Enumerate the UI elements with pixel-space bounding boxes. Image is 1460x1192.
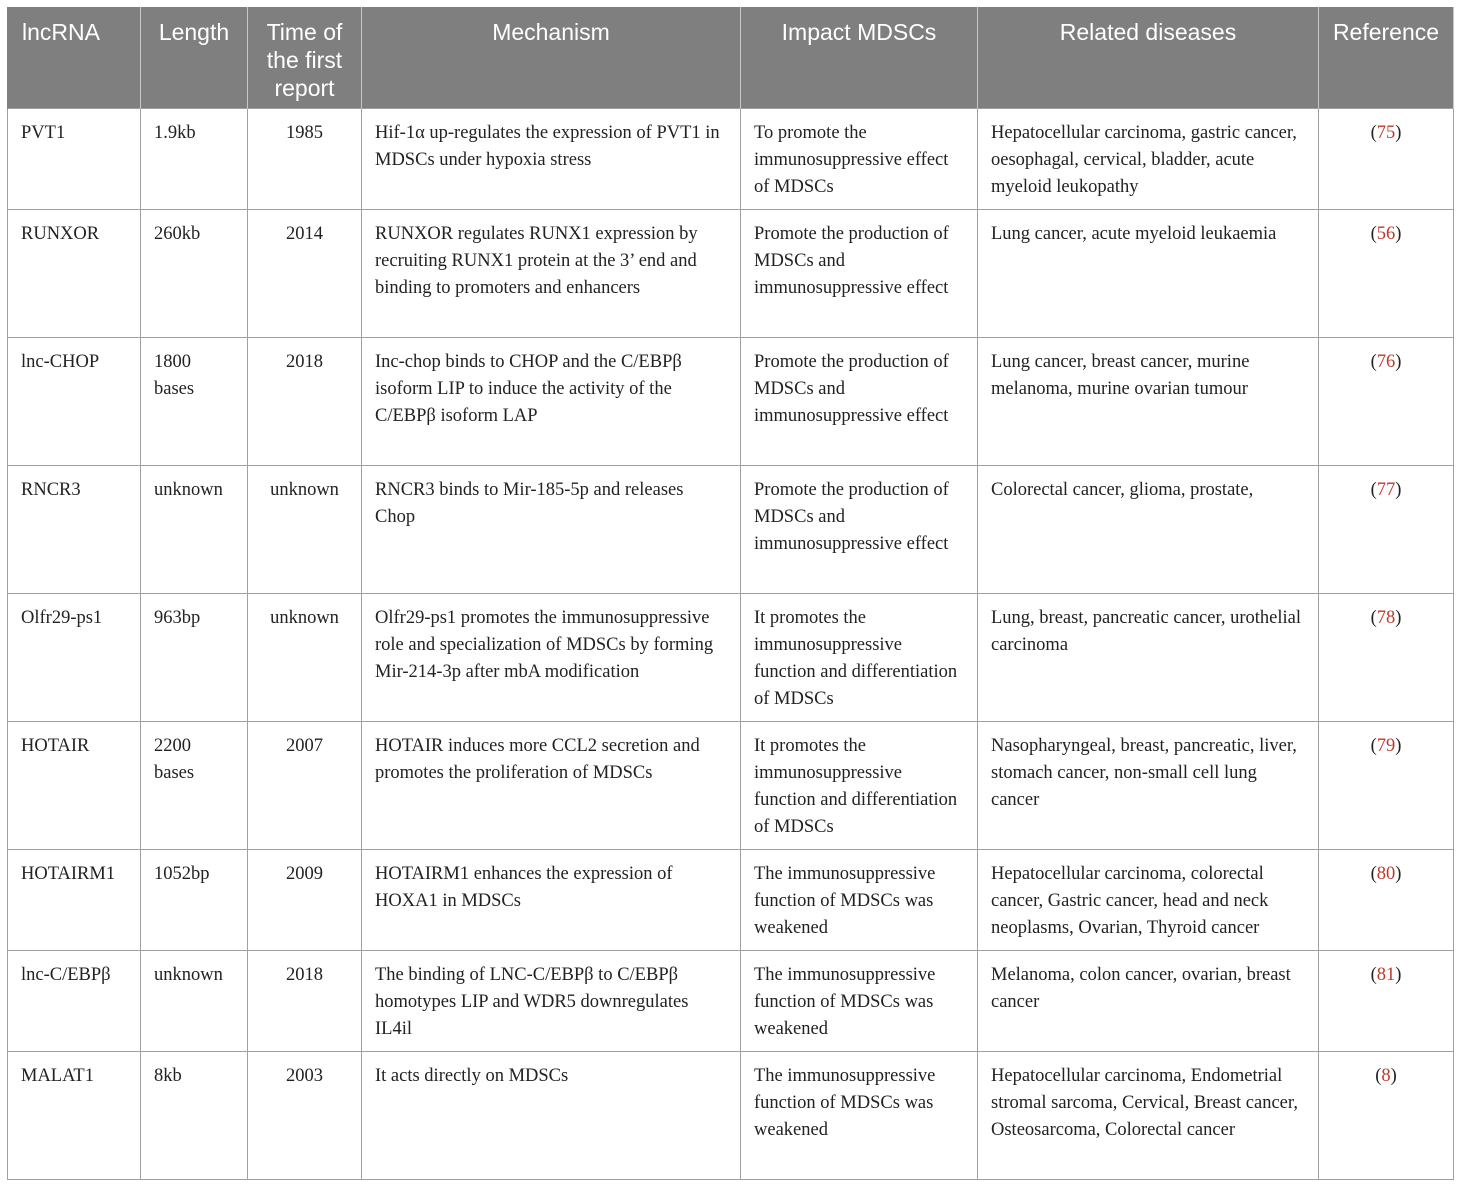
- cell-diseases: Colorectal cancer, glioma, prostate,: [978, 466, 1319, 594]
- cell-impact: Promote the production of MDSCs and immunosuppressive effect: [741, 338, 978, 466]
- header-time-first-report: Time of the first report: [248, 7, 362, 109]
- cell-diseases: Nasopharyngeal, breast, pancreatic, liver, stomach cancer, non-small cell lung cancer: [978, 722, 1319, 850]
- cell-impact: The immunosuppressive function of MDSCs was weakened: [741, 850, 978, 951]
- cell-length: 1800 bases: [141, 338, 248, 466]
- cell-impact: Promote the production of MDSCs and immunosuppressive effect: [741, 210, 978, 338]
- table-row: [8, 722, 1454, 850]
- table-row: [8, 210, 1454, 338]
- cell-time: 2018: [248, 951, 362, 1052]
- cell-length: 1.9kb: [141, 109, 248, 210]
- table-body: [8, 109, 1454, 1180]
- cell-impact: It promotes the immunosuppressive function and differentiation of MDSCs: [741, 594, 978, 722]
- reference-link[interactable]: 75: [1376, 123, 1396, 143]
- cell-mechanism: HOTAIR induces more CCL2 secretion and promotes the proliferation of MDSCs: [362, 722, 741, 850]
- lncrna-table: [7, 7, 1454, 1180]
- table-row: [8, 1052, 1454, 1180]
- cell-length: unknown: [141, 951, 248, 1052]
- header-row: [8, 7, 1454, 109]
- reference-link[interactable]: 78: [1376, 608, 1396, 628]
- cell-diseases: Lung cancer, breast cancer, murine melanoma, murine ovarian tumour: [978, 338, 1319, 466]
- table-row: [8, 109, 1454, 210]
- cell-time: unknown: [248, 466, 362, 594]
- cell-reference: (77): [1319, 466, 1454, 594]
- cell-time: 1985: [248, 109, 362, 210]
- table-header: [8, 7, 1454, 109]
- cell-impact: The immunosuppressive function of MDSCs was weakened: [741, 1052, 978, 1180]
- cell-impact: Promote the production of MDSCs and immunosuppressive effect: [741, 466, 978, 594]
- header-length: Length: [141, 7, 248, 109]
- cell-time: 2007: [248, 722, 362, 850]
- cell-length: 1052bp: [141, 850, 248, 951]
- reference-link[interactable]: 8: [1381, 1066, 1391, 1086]
- header-reference: Reference: [1319, 7, 1454, 109]
- cell-impact: The immunosuppressive function of MDSCs was weakened: [741, 951, 978, 1052]
- cell-reference: (76): [1319, 338, 1454, 466]
- header-related-diseases: Related diseases: [978, 7, 1319, 109]
- cell-impact: It promotes the immunosuppressive function and differentiation of MDSCs: [741, 722, 978, 850]
- header-impact-mdscs: Impact MDSCs: [741, 7, 978, 109]
- cell-length: unknown: [141, 466, 248, 594]
- reference-link[interactable]: 79: [1376, 736, 1396, 756]
- header-mechanism: Mechanism: [362, 7, 741, 109]
- cell-reference: (78): [1319, 594, 1454, 722]
- cell-lncrna: Olfr29-ps1: [8, 594, 141, 722]
- cell-diseases: Hepatocellular carcinoma, Endometrial stromal sarcoma, Cervical, Breast cancer, Osteosarcoma, Colorectal cancer: [978, 1052, 1319, 1180]
- cell-length: 260kb: [141, 210, 248, 338]
- cell-lncrna: HOTAIRM1: [8, 850, 141, 951]
- cell-impact: To promote the immunosuppressive effect of MDSCs: [741, 109, 978, 210]
- table-row: [8, 466, 1454, 594]
- reference-link[interactable]: 81: [1376, 965, 1396, 985]
- cell-length: 2200 bases: [141, 722, 248, 850]
- cell-reference: (79): [1319, 722, 1454, 850]
- table-row: [8, 338, 1454, 466]
- cell-reference: (75): [1319, 109, 1454, 210]
- cell-time: 2018: [248, 338, 362, 466]
- cell-lncrna: PVT1: [8, 109, 141, 210]
- cell-length: 8kb: [141, 1052, 248, 1180]
- table-row: [8, 594, 1454, 722]
- cell-mechanism: Olfr29-ps1 promotes the immunosuppressive role and specialization of MDSCs by forming Mir-214-3p after mbA modification: [362, 594, 741, 722]
- cell-mechanism: Inc-chop binds to CHOP and the C/EBPβ isoform LIP to induce the activity of the C/EBPβ isoform LAP: [362, 338, 741, 466]
- cell-diseases: Lung, breast, pancreatic cancer, urothelial carcinoma: [978, 594, 1319, 722]
- cell-lncrna: RNCR3: [8, 466, 141, 594]
- cell-diseases: Melanoma, colon cancer, ovarian, breast cancer: [978, 951, 1319, 1052]
- cell-time: 2014: [248, 210, 362, 338]
- reference-link[interactable]: 77: [1376, 480, 1396, 500]
- cell-reference: (80): [1319, 850, 1454, 951]
- header-lncrna: lncRNA: [8, 7, 141, 109]
- cell-lncrna: RUNXOR: [8, 210, 141, 338]
- reference-link[interactable]: 80: [1376, 864, 1396, 884]
- cell-mechanism: RUNXOR regulates RUNX1 expression by recruiting RUNX1 protein at the 3’ end and binding to promoters and enhancers: [362, 210, 741, 338]
- cell-diseases: Hepatocellular carcinoma, gastric cancer, oesophagal, cervical, bladder, acute myeloid leukopathy: [978, 109, 1319, 210]
- cell-reference: (8): [1319, 1052, 1454, 1180]
- cell-reference: (81): [1319, 951, 1454, 1052]
- cell-mechanism: RNCR3 binds to Mir-185-5p and releases Chop: [362, 466, 741, 594]
- cell-mechanism: HOTAIRM1 enhances the expression of HOXA1 in MDSCs: [362, 850, 741, 951]
- cell-lncrna: lnc-C/EBPβ: [8, 951, 141, 1052]
- cell-diseases: Lung cancer, acute myeloid leukaemia: [978, 210, 1319, 338]
- cell-mechanism: Hif-1α up-regulates the expression of PVT1 in MDSCs under hypoxia stress: [362, 109, 741, 210]
- cell-time: unknown: [248, 594, 362, 722]
- cell-lncrna: lnc-CHOP: [8, 338, 141, 466]
- cell-lncrna: HOTAIR: [8, 722, 141, 850]
- cell-time: 2003: [248, 1052, 362, 1180]
- reference-link[interactable]: 56: [1376, 224, 1396, 244]
- cell-mechanism: The binding of LNC-C/EBPβ to C/EBPβ homotypes LIP and WDR5 downregulates IL4il: [362, 951, 741, 1052]
- table-row: [8, 951, 1454, 1052]
- cell-lncrna: MALAT1: [8, 1052, 141, 1180]
- cell-mechanism: It acts directly on MDSCs: [362, 1052, 741, 1180]
- reference-link[interactable]: 76: [1376, 352, 1396, 372]
- table-row: [8, 850, 1454, 951]
- cell-diseases: Hepatocellular carcinoma, colorectal cancer, Gastric cancer, head and neck neoplasms, Ovarian, Thyroid cancer: [978, 850, 1319, 951]
- cell-length: 963bp: [141, 594, 248, 722]
- cell-time: 2009: [248, 850, 362, 951]
- cell-reference: (56): [1319, 210, 1454, 338]
